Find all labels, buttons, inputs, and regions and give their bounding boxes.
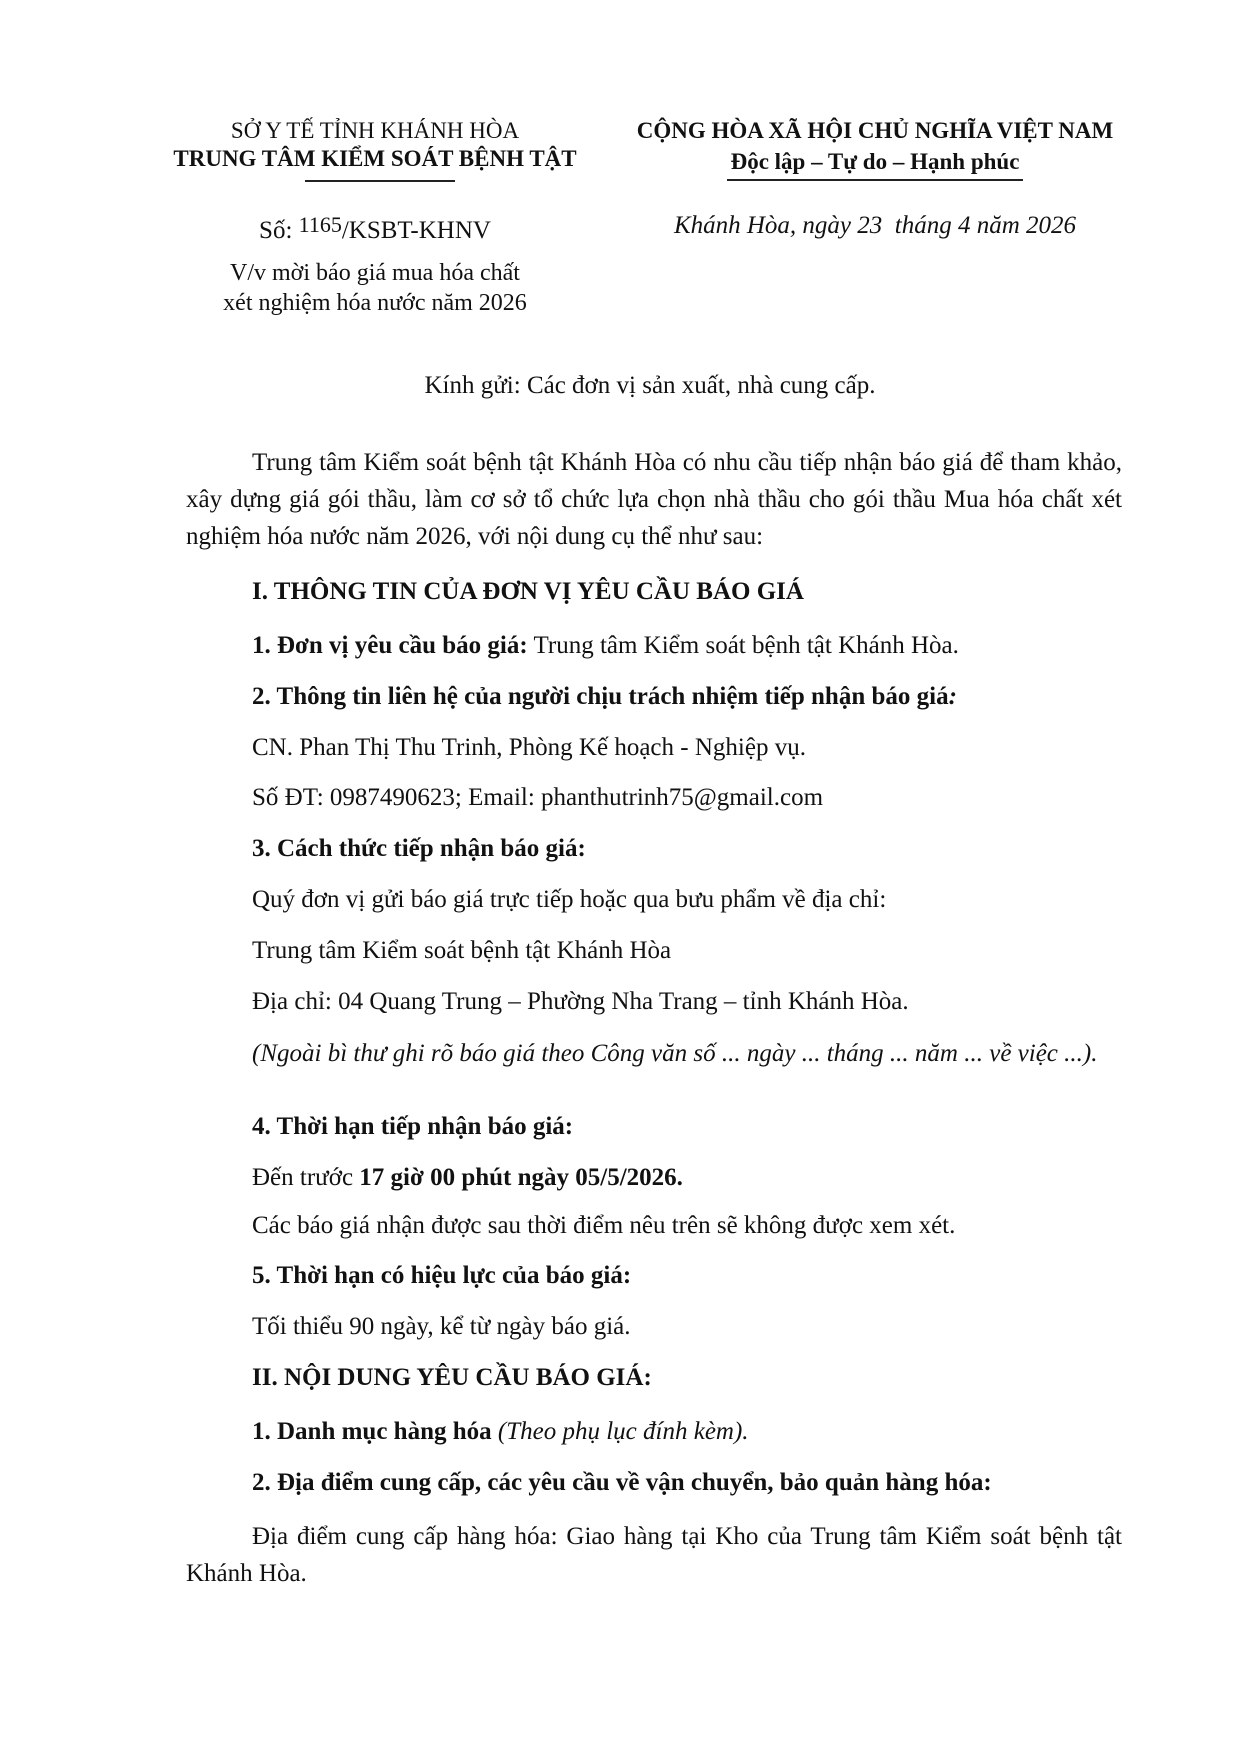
country-name: CỘNG HÒA XÃ HỘI CHỦ NGHĨA VIỆT NAM xyxy=(636,118,1114,143)
delivery-address: Địa chỉ: 04 Quang Trung – Phường Nha Trang – tỉnh Khánh Hòa. xyxy=(252,988,909,1015)
subject-line-1: V/v mời báo giá mua hóa chất xyxy=(230,260,520,286)
section-1-item-2 xyxy=(252,683,957,711)
deadline-note: Các báo giá nhận được sau thời điểm nêu trên sẽ không được xem xét. xyxy=(252,1212,956,1239)
goods-list-label: 1. Danh mục hàng hóa xyxy=(252,1418,492,1445)
subject-line-2: xét nghiệm hóa nước năm 2026 xyxy=(223,290,527,316)
intro-paragraph: Trung tâm Kiểm soát bệnh tật Khánh Hòa có nhu cầu tiếp nhận báo giá để tham khảo, xây dựng giá gói thầu, làm cơ sở tổ chức lựa chọn nhà thầu cho gói thầu Mua hóa chất xét nghiệm hóa nước năm 2026, với nội dung cụ thể như sau: xyxy=(186,449,1122,550)
delivery-recipient: Trung tâm Kiểm soát bệnh tật Khánh Hòa xyxy=(252,937,672,964)
contact-phone-email: Số ĐT: 0987490623; Email: phanthutrinh75@gmail.com xyxy=(252,784,824,811)
national-motto: Độc lập – Tự do – Hạnh phúc xyxy=(730,149,1020,174)
place-date: Khánh Hòa, ngày 23 tháng 4 năm 2026 xyxy=(673,212,1077,239)
section-2-title: II. NỘI DUNG YÊU CẦU BÁO GIÁ: xyxy=(252,1364,652,1391)
deadline-line xyxy=(252,1164,683,1192)
recipient-line: Kính gửi: Các đơn vị sản xuất, nhà cung cấp. xyxy=(424,372,876,399)
section-2-item-1 xyxy=(252,1418,749,1446)
section-1-item-3: 3. Cách thức tiếp nhận báo giá: xyxy=(252,835,586,862)
doc-no-prefix: Số: xyxy=(259,217,293,244)
section-1-title: I. THÔNG TIN CỦA ĐƠN VỊ YÊU CẦU BÁO GIÁ xyxy=(252,578,804,605)
section-1-item-1 xyxy=(252,632,959,660)
agency-name: SỞ Y TẾ TỈNH KHÁNH HÒA xyxy=(230,118,520,143)
section-1-item-4: 4. Thời hạn tiếp nhận báo giá: xyxy=(252,1113,574,1140)
item-2-colon: : xyxy=(948,683,957,710)
item-2-label: 2. Thông tin liên hệ của người chịu trách nhiệm tiếp nhận báo giá xyxy=(252,683,949,710)
deadline-prefix: Đến trước xyxy=(252,1164,360,1191)
unit-underline xyxy=(305,180,455,182)
goods-list-note: (Theo phụ lục đính kèm). xyxy=(491,1418,749,1445)
doc-no-suffix: /KSBT-KHNV xyxy=(341,217,491,244)
section-1-item-5: 5. Thời hạn có hiệu lực của báo giá: xyxy=(252,1262,632,1289)
delivery-instruction: Quý đơn vị gửi báo giá trực tiếp hoặc qua bưu phẩm về địa chỉ: xyxy=(252,886,887,913)
unit-name: TRUNG TÂM KIỂM SOÁT BỆNH TẬT xyxy=(173,146,577,171)
delivery-location: Địa điểm cung cấp hàng hóa: Giao hàng tại Kho của Trung tâm Kiểm soát bệnh tật Khánh Hòa. xyxy=(186,1523,1122,1587)
validity-value: Tối thiểu 90 ngày, kể từ ngày báo giá. xyxy=(252,1313,631,1340)
motto-underline xyxy=(727,179,1023,181)
section-2-item-2: 2. Địa điểm cung cấp, các yêu cầu về vận chuyển, bảo quản hàng hóa: xyxy=(252,1469,992,1496)
document-number xyxy=(150,212,600,245)
contact-name: CN. Phan Thị Thu Trinh, Phòng Kế hoạch - Nghiệp vụ. xyxy=(252,734,806,761)
deadline-value: 17 giờ 00 phút ngày 05/5/2026. xyxy=(359,1164,683,1191)
item-1-label: 1. Đơn vị yêu cầu báo giá: xyxy=(252,632,528,659)
doc-no-value: 1165 xyxy=(298,212,342,237)
envelope-note: (Ngoài bì thư ghi rõ báo giá theo Công văn số ... ngày ... tháng ... năm ... về việc ...). xyxy=(252,1040,1098,1067)
item-1-value: Trung tâm Kiểm soát bệnh tật Khánh Hòa. xyxy=(527,632,959,659)
